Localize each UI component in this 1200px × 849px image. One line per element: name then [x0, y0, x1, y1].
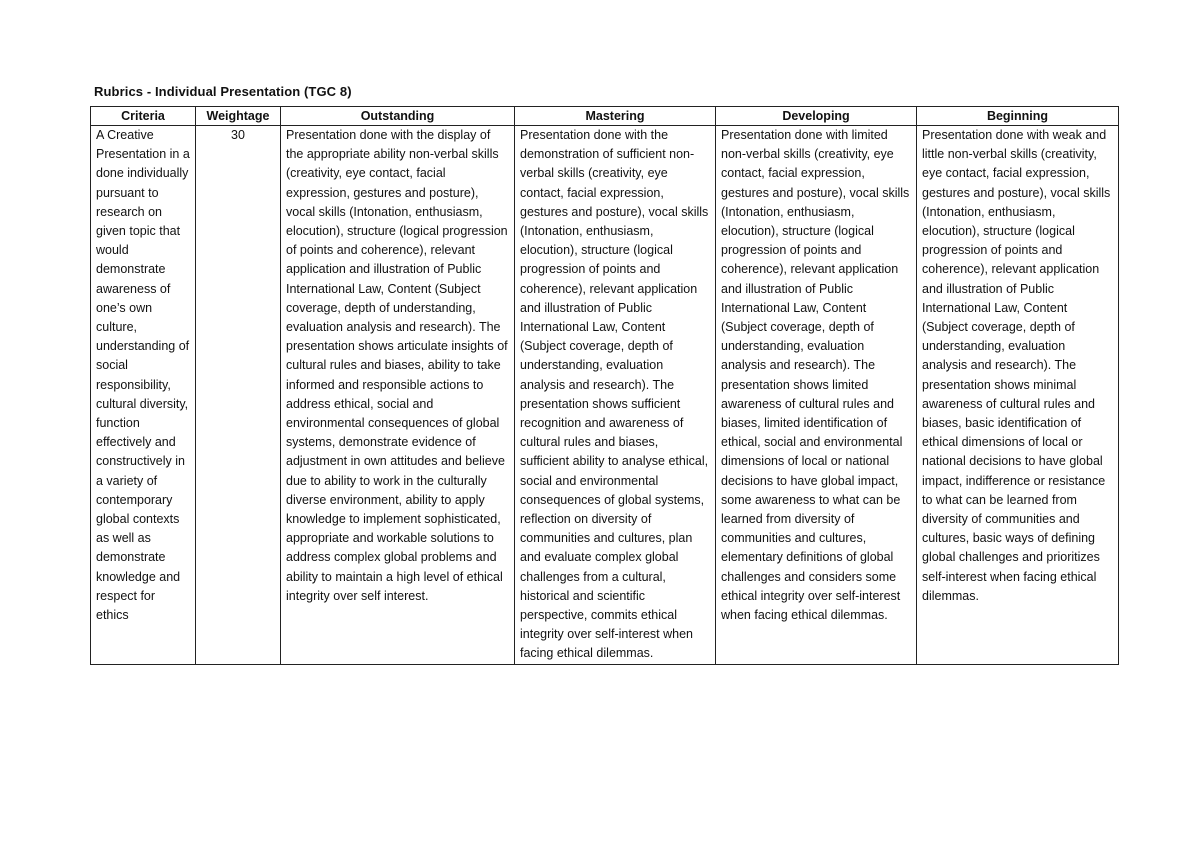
header-developing: Developing — [716, 107, 917, 126]
table-header-row — [91, 107, 1119, 126]
mastering-cell — [515, 126, 716, 665]
page-title: Rubrics - Individual Presentation (TGC 8) — [94, 84, 352, 99]
criteria-text: A Creative Presentation in a done individually pursuant to research on given topic that would demonstrate awareness of one’s own culture, understanding of social responsibility, cultural diversity, function effectively and constructively in a variety of contemporary global contexts as well as demonstrate knowledge and respect for ethics — [96, 128, 190, 623]
beginning-cell — [917, 126, 1119, 665]
header-outstanding: Outstanding — [281, 107, 515, 126]
header-weightage: Weightage — [196, 107, 281, 126]
beginning-text: Presentation done with weak and little non-verbal skills (creativity, eye contact, facial expression, gestures and posture), vocal skills (Intonation, enthusiasm, elocution), structure (logical progression of points and coherence), relevant application and illustration of Public International Law, Content (Subject coverage, depth of understanding, evaluation analysis and research). The presentation shows minimal awareness of cultural rules and biases, basic identification of ethical dimensions of local or national decisions to have global impact, indifference or resistance to what can be learned from diversity of communities and cultures, basic ways of defining global challenges and prioritizes self-interest when facing ethical dilemmas. — [922, 128, 1111, 603]
developing-text: Presentation done with limited non-verbal skills (creativity, eye contact, facial expression, gestures and posture), vocal skills (Intonation, enthusiasm, elocution), structure (logical progression of points and coherence), relevant application and illustration of Public International Law, Content (Subject coverage, depth of understanding, evaluation analysis and research). The presentation shows limited awareness of cultural rules and biases, limited identification of ethical, social and environmental dimensions of local or national decisions to have global impact, some awareness to what can be learned from diversity of communities and cultures, elementary definitions of global challenges and considers some ethical integrity over self-interest when facing ethical dilemmas. — [721, 128, 910, 623]
weightage-cell — [196, 126, 281, 665]
outstanding-text: Presentation done with the display of the appropriate ability non-verbal skills (creativity, eye contact, facial expression, gestures and posture), vocal skills (Intonation, enthusiasm, elocution), structure (logical progression of points and coherence), relevant application and illustration of Public International Law, Content (Subject coverage, depth of understanding, evaluation analysis and research). The presentation shows articulate insights of cultural rules and biases, ability to take informed and responsible actions to address ethical, social and environmental consequences of global systems, demonstrate evidence of adjustment in own attitudes and believe due to ability to work in the culturally diverse environment, ability to apply knowledge to implement sophisticated, appropriate and workable solutions to address complex global problems and ability to maintain a high level of ethical integrity over self interest. — [286, 128, 508, 603]
header-mastering: Mastering — [515, 107, 716, 126]
weightage-value: 30 — [231, 128, 245, 142]
criteria-cell — [91, 126, 196, 665]
header-beginning: Beginning — [917, 107, 1119, 126]
mastering-text: Presentation done with the demonstration of sufficient non-verbal skills (creativity, eye contact, facial expression, gestures and posture), vocal skills (Intonation, enthusiasm, elocution), structure (logical progression of points and coherence), relevant application and illustration of Public International Law, Content (Subject coverage, depth of understanding, evaluation analysis and research). The presentation shows sufficient recognition and awareness of cultural rules and biases, sufficient ability to analyse ethical, social and environmental consequences of global systems, reflection on diversity of communities and cultures, plan and evaluate complex global challenges from a cultural, historical and scientific perspective, commits ethical integrity over self-interest when facing ethical dilemmas. — [520, 128, 709, 661]
rubric-table — [90, 106, 1119, 665]
developing-cell — [716, 126, 917, 665]
header-criteria: Criteria — [91, 107, 196, 126]
outstanding-cell — [281, 126, 515, 665]
table-row — [91, 126, 1119, 665]
